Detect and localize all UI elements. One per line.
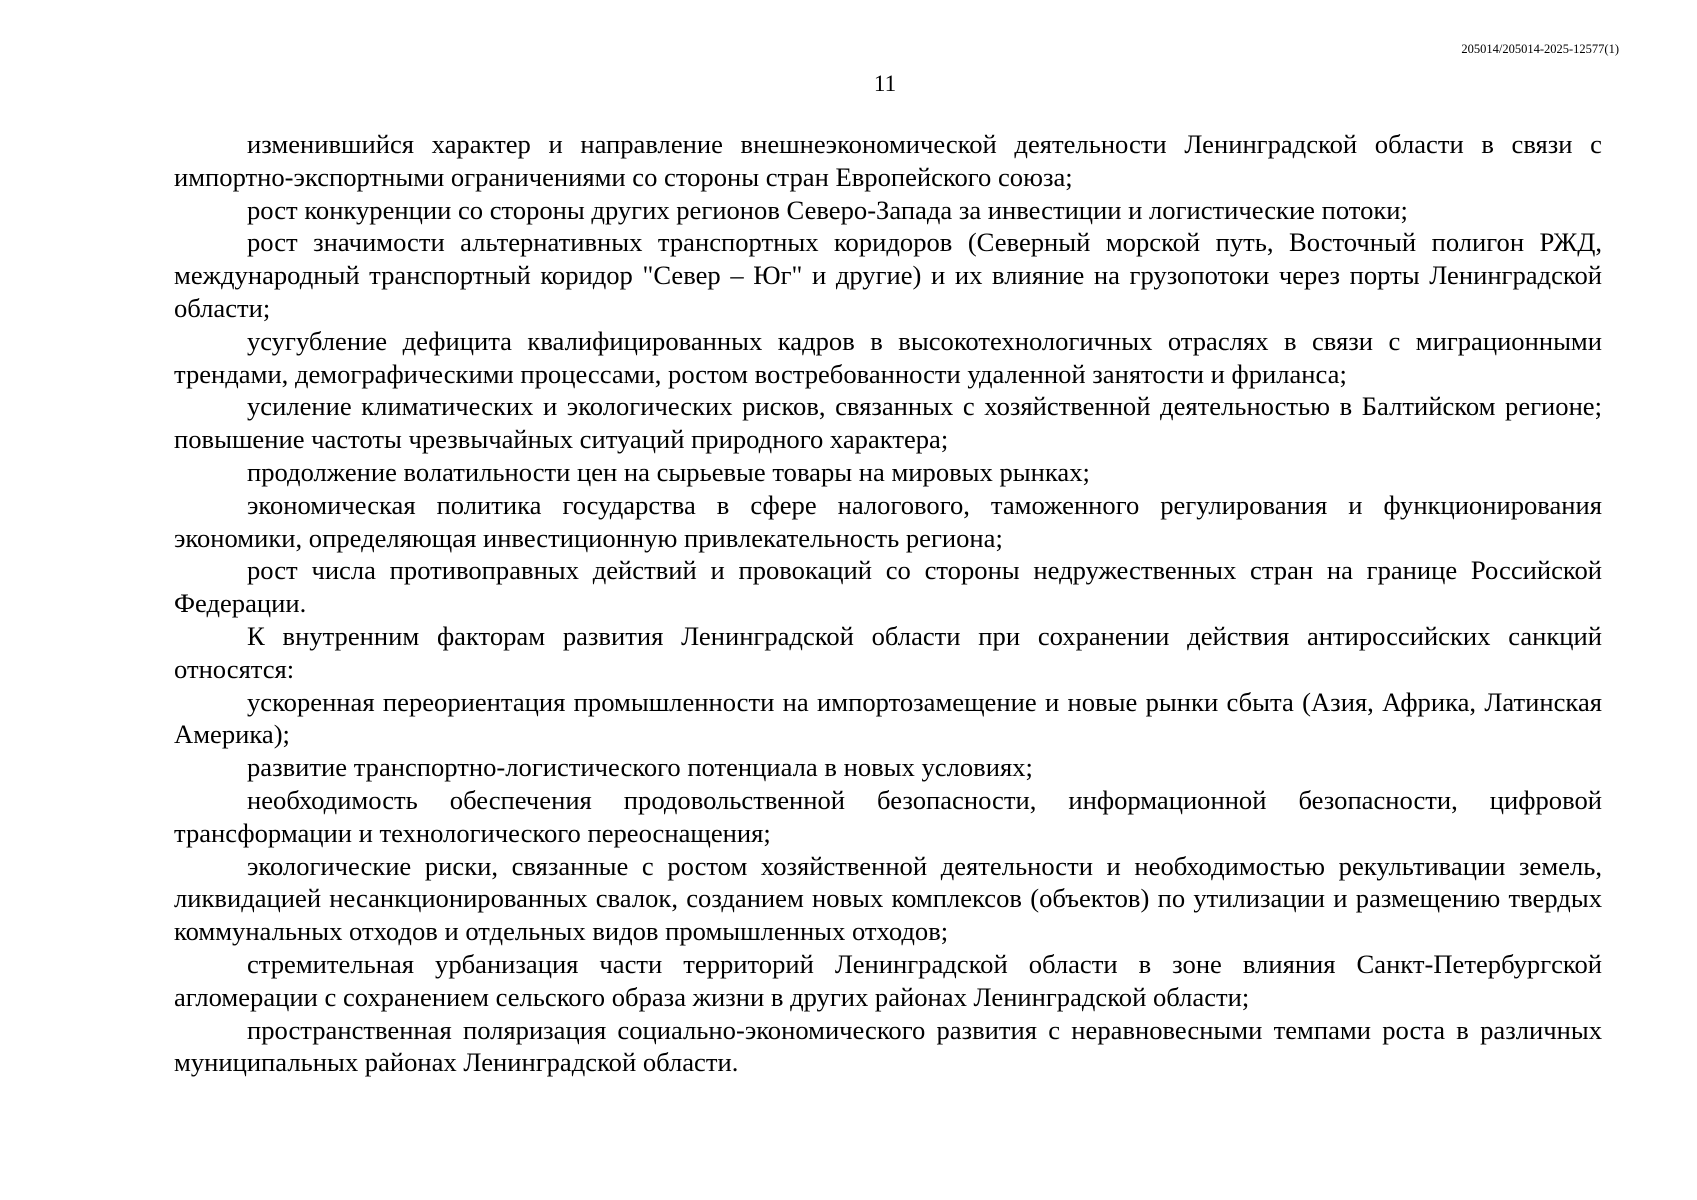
- paragraph: экономическая политика государства в сфере налогового, таможенного регулирования и функционирования экономики, определяющая инвестиционную привлекательность региона;: [174, 489, 1602, 553]
- paragraph: развитие транспортно-логистического потенциала в новых условиях;: [247, 752, 1033, 783]
- paragraph: экологические риски, связанные с ростом хозяйственной деятельности и необходимостью рекультивации земель, ликвидацией несанкционированных свалок, созданием новых комплексов (объектов) по утилизации и размещению твердых коммунальных отходов и отдельных видов промышленных отходов;: [174, 850, 1602, 947]
- paragraph: продолжение волатильности цен на сырьевые товары на мировых рынках;: [247, 456, 1090, 487]
- paragraph: рост числа противоправных действий и провокаций со стороны недружественных стран на границе Российской Федерации.: [174, 555, 1602, 619]
- paragraph: К внутренним факторам развития Ленинградской области при сохранении действия антироссийских санкций относятся:: [174, 620, 1602, 684]
- paragraph: пространственная поляризация социально-экономического развития с неравновесными темпами роста в различных муниципальных районах Ленинградской области.: [174, 1014, 1602, 1078]
- document-code: 205014/205014-2025-12577(1): [1461, 42, 1619, 56]
- paragraph: усиление климатических и экологических рисков, связанных с хозяйственной деятельностью в Балтийском регионе; повышение частоты чрезвычайных ситуаций природного характера;: [174, 391, 1602, 455]
- paragraph: изменившийся характер и направление внешнеэкономической деятельности Ленинградской области в связи с импортно-экспортными ограничениями со стороны стран Европейского союза;: [174, 129, 1602, 192]
- document-body: [174, 128, 1602, 1079]
- paragraph: ускоренная переориентация промышленности на импортозамещение и новые рынки сбыта (Азия, Африка, Латинская Америка);: [174, 686, 1602, 750]
- paragraph: стремительная урбанизация части территорий Ленинградской области в зоне влияния Санкт-Петербургской агломерации с сохранением сельского образа жизни в других районах Ленинградской области;: [174, 948, 1602, 1012]
- page-number: 11: [873, 71, 897, 96]
- paragraph: рост конкуренции со стороны других регионов Северо-Запада за инвестиции и логистические потоки;: [247, 194, 1408, 225]
- paragraph: рост значимости альтернативных транспортных коридоров (Северный морской путь, Восточный полигон РЖД, международный транспортный коридор "Север – Юг" и другие) и их влияние на грузопотоки через порты Ленинградской области;: [174, 227, 1602, 323]
- paragraph: усугубление дефицита квалифицированных кадров в высокотехнологичных отраслях в связи с миграционными трендами, демографическими процессами, ростом востребованности удаленной занятости и фриланса;: [174, 325, 1602, 389]
- paragraph: необходимость обеспечения продовольственной безопасности, информационной безопасности, цифровой трансформации и технологического переоснащения;: [174, 784, 1602, 848]
